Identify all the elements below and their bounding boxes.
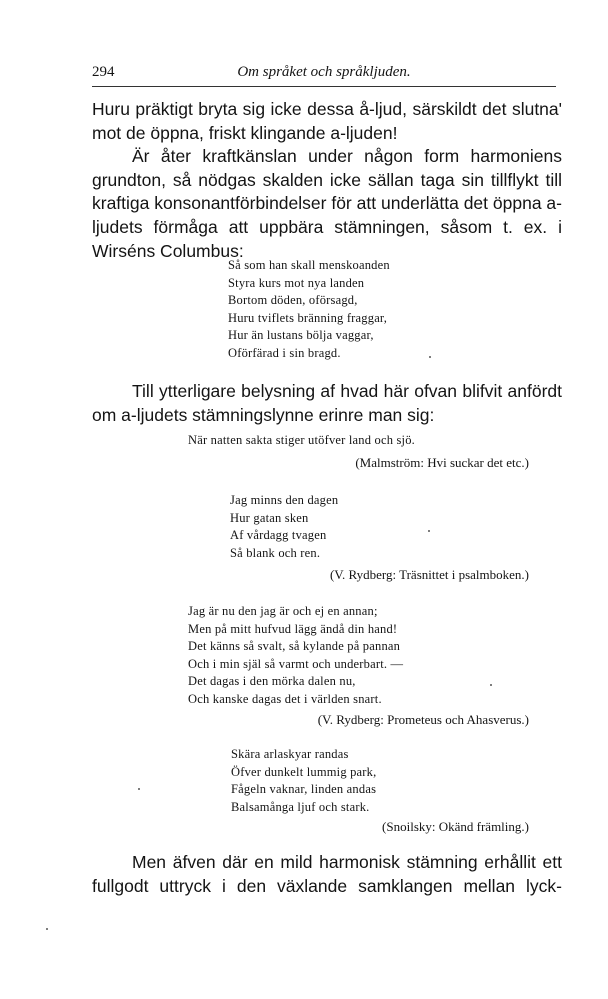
citation-trasnittet: (V. Rydberg: Träsnittet i psalmboken.) — [329, 567, 529, 582]
print-speck — [138, 788, 140, 790]
verse-line: Och i min själ så varmt och underbart. — — [188, 656, 404, 671]
print-speck — [490, 684, 492, 686]
verse-line: Skära arlaskyar randas — [231, 747, 349, 761]
verse-columbus — [228, 257, 390, 362]
verse-line: Oförfärad i sin bragd. — [228, 345, 341, 360]
verse-line: Styra kurs mot nya landen — [228, 275, 365, 290]
page-number: 294 — [92, 64, 115, 80]
verse-line: Hur än lustans bölja vaggar, — [228, 328, 374, 342]
prose-block-2 — [92, 380, 562, 427]
verse-line: Balsamånga ljuf och stark. — [231, 799, 370, 814]
paragraph-3: Till ytterligare belysning af hvad här ofvan blifvit anfördt om a-ljudets stämningslynne erinre man sig: — [92, 381, 562, 425]
running-title: Om språket och språkljuden. — [237, 64, 411, 80]
verse-line: Hur gatan sken — [230, 510, 309, 525]
paragraph-4: Men äfven där en mild harmonisk stämning erhållit ett fullgodt uttryck i den växlande samklangen mellan lyck- — [92, 852, 562, 896]
prose-block-1 — [92, 98, 562, 263]
verse-line: Huru tviflets bränning fraggar, — [228, 310, 388, 325]
verse-line: Och kanske dagas det i världen snart. — [188, 691, 382, 706]
verse-line: Jag är nu den jag är och ej en annan; — [188, 604, 378, 618]
paragraph-2: Är åter kraftkänslan under någon form harmoniens grundton, så nödgas skalden icke sällan taga sin tillflykt till kraftiga konsonantförbindelser för att underlätta det öppna a-ljudets förmåga att uppbära stämningen, såsom t. ex. i Wirséns Columbus: — [92, 146, 562, 261]
prose-block-3 — [92, 851, 562, 898]
verse-line: Så blank och ren. — [230, 545, 321, 560]
verse-trasnittet — [230, 492, 338, 562]
verse-snoilsky — [231, 746, 376, 816]
verse-line: Det dagas i den mörka dalen nu, — [188, 674, 356, 688]
print-speck — [428, 530, 430, 532]
verse-line: Öfver dunkelt lummig park, — [231, 764, 377, 779]
citation-snoilsky: (Snoilsky: Okänd främling.) — [382, 819, 529, 834]
verse-line: Men på mitt hufvud lägg ändå din hand! — [188, 621, 398, 636]
verse-line: När natten sakta stiger utöfver land och sjö. — [188, 433, 415, 447]
verse-line: Fågeln vaknar, linden andas — [231, 782, 377, 796]
citation-malmstrom: (Malmström: Hvi suckar det etc.) — [355, 455, 529, 470]
print-speck — [429, 356, 431, 358]
paragraph-1: Huru präktigt bryta sig icke dessa å-ljud, särskildt det slutna' mot de öppna, friskt klingande a-ljuden! — [92, 99, 562, 143]
verse-line: Det känns så svalt, så kylande på pannan — [188, 639, 401, 653]
verse-line: Af vårdagg tvagen — [230, 528, 327, 542]
running-header — [92, 64, 556, 87]
print-speck — [46, 928, 48, 930]
citation-prometeus: (V. Rydberg: Prometeus och Ahasverus.) — [317, 712, 529, 727]
verse-prometeus — [188, 603, 403, 708]
verse-line: Så som han skall menskoanden — [228, 258, 390, 272]
verse-line: Bortom döden, oförsagd, — [228, 293, 358, 307]
quote-malmstrom — [188, 432, 415, 450]
verse-line: Jag minns den dagen — [230, 493, 339, 507]
